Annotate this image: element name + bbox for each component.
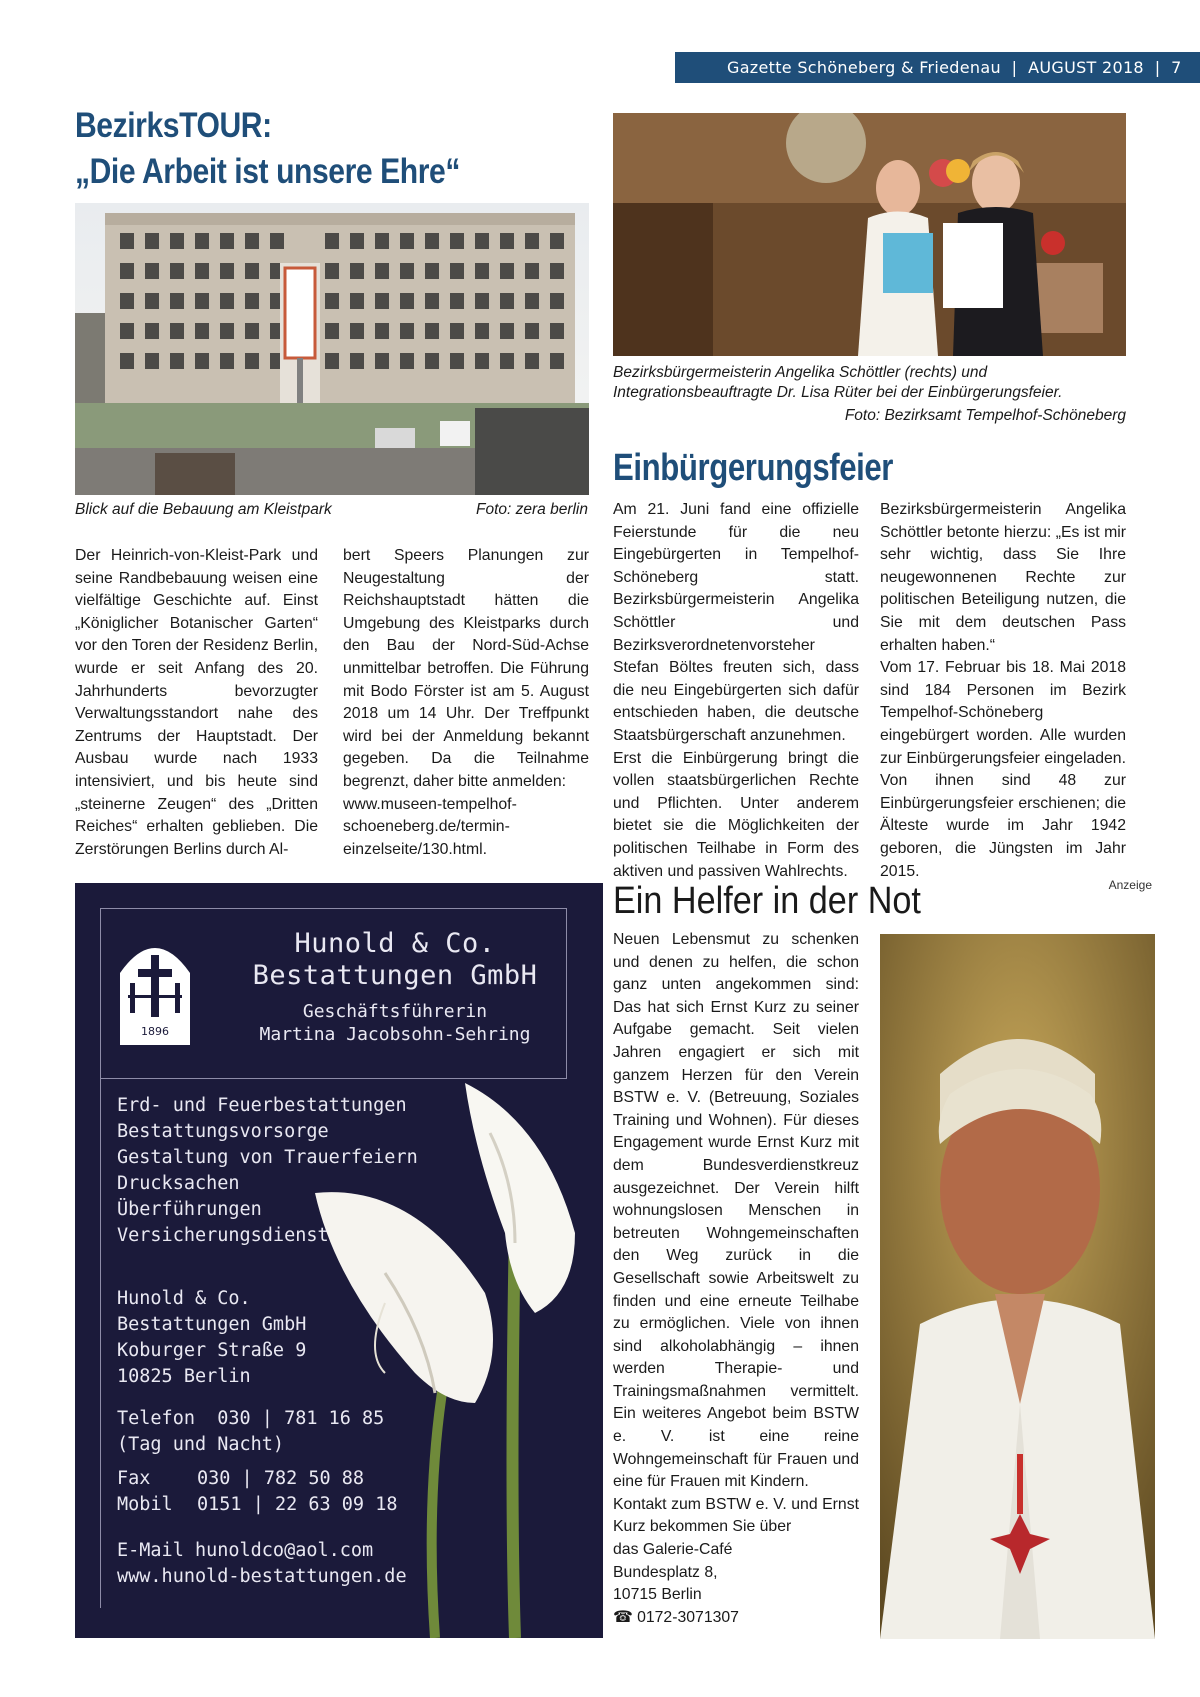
ad-service-item: Überführungen (117, 1199, 262, 1220)
header-text: Gazette Schöneberg & Friedenau | AUGUST 2018 | 7 (727, 58, 1182, 77)
ad-telephone (117, 1406, 384, 1458)
ad-frame-left (100, 1078, 101, 1608)
article2-col2-para-1: Bezirksbürgermeisterin Angelika Schöttler betonte hierzu: „Es ist mir sehr wichtig, dass Sie Ihre neugewonnenen Rechte zur politischen Beteiligung nutzen, die Sie mit dem deutschen Pass erhalten haben.“ (880, 501, 1126, 654)
article2-headline: Einbürgerungsfeier (613, 447, 894, 489)
ad-service-item: Bestattungsvorsorge (117, 1121, 329, 1142)
hunold-advertisement (75, 883, 603, 1638)
kleistpark-photo (75, 203, 589, 495)
kicker-line-2: „Die Arbeit ist unsere Ehre“ (75, 152, 460, 191)
ad-service-item: Versicherungsdienst (117, 1225, 329, 1246)
ad-fax-mobile (117, 1466, 397, 1518)
ceremony-photo (613, 113, 1126, 356)
ad-mobile-number[interactable]: 0151 | 22 63 09 18 (197, 1494, 398, 1515)
article2-col1-para-1: Am 21. Juni fand eine offizielle Feierstunde für die neu Eingebürgerten in Tempelhof-Schöneberg statt. Bezirksbürgermeisterin Angelika Schöttler und Bezirksverordnetenvorsteher Stefan Böltes freuten sich, dass die neu Eingebürgerten sich dafür entschieden haben, die deutsche Staatsbürgerschaft anzunehmen. (613, 501, 859, 744)
ad-service-item: Erd- und Feuerbestattungen (117, 1095, 407, 1116)
photo1-credit: Foto: zera berlin (476, 501, 588, 518)
article-kicker (75, 103, 460, 195)
article3-addr-3: 10715 Berlin (613, 1586, 702, 1604)
ad-manager-title: Geschäftsführerin (302, 1001, 488, 1022)
ad-address-line: Koburger Straße 9 (117, 1340, 307, 1361)
ad-fax-number: 030 | 782 50 88 (197, 1468, 365, 1489)
article1-col1-text: Der Heinrich-von-Kleist-Park und seine Randbebauung weisen eine vielfältige Geschichte auf. Einst „Königlicher Botanischer Garten“ vor den Toren der Residenz Berlin, wurde er seit Anfang des 20. Jahrhunderts bevorzugter Verwaltungsstandort nahe des Zentrums der Hauptstadt. Der Ausbau wurde nach 1933 intensiviert, und bis heute sind „steinerne Zeugen“ des „Dritten Reiches“ erhalten geblieben. Die Zerstörungen Berlins durch Al- (75, 547, 318, 858)
ad-website-link[interactable]: www.hunold-bestattungen.de (117, 1566, 407, 1587)
article2-col1 (613, 499, 859, 883)
article2-col2-para-2: Vom 17. Februar bis 18. Mai 2018 sind 184 Personen im Bezirk Tempelhof-Schöneberg eingebürgert worden. Alle wurden zur Einbürgerungsfeier eingeladen. Von ihnen sind 48 zur Einbürgerungsfeier erschienen; die Älteste wurde im Jahr 1942 geboren, die Jüngsten im Jahr 2015. (880, 659, 1126, 880)
article3-addr-2: Bundesplatz 8, (613, 1563, 718, 1581)
photo2-credit: Foto: Bezirksamt Tempelhof-Schöneberg (844, 407, 1126, 424)
article1-col1 (75, 545, 318, 861)
photo2-caption (613, 363, 1126, 403)
ad-services (117, 1093, 418, 1249)
page-header (675, 52, 1200, 83)
photo2-caption-line-2: Integrationsbeauftragte Dr. Lisa Rüter bei der Einbürgerungsfeier. (613, 384, 1063, 401)
ad-firm-line-2: Bestattungen GmbH (252, 960, 538, 991)
article3-body (613, 929, 859, 1629)
article1-col2 (343, 545, 589, 861)
ad-email-link[interactable]: E-Mail hunoldco@aol.com (117, 1540, 374, 1561)
ad-service-item: Gestaltung von Trauerfeiern (117, 1147, 418, 1168)
ad-firm-line-1: Hunold & Co. (294, 928, 496, 959)
kicker-line-1: BezirksTOUR: (75, 106, 272, 145)
ad-label: Anzeige (1108, 878, 1152, 892)
article2-col1-para-2: Erst die Einbürgerung bringt die vollen staatsbürgerlichen Rechte und Pflichten. Unter anderem bietet sie die Möglichkeiten der politischen Teilhabe in Form des aktiven und passiven Wahlrechts. (613, 749, 859, 880)
article1-url-3[interactable]: einzelseite/130.html. (343, 840, 488, 858)
ad-address-line: Bestattungen GmbH (117, 1314, 307, 1335)
logo-year: 1896 (141, 1025, 169, 1038)
article2-col2 (880, 499, 1126, 883)
article3-headline: Ein Helfer in der Not (613, 880, 921, 922)
ernst-kurz-portrait (880, 934, 1155, 1639)
ad-service-item: Drucksachen (117, 1173, 240, 1194)
article1-url-1[interactable]: www.museen-tempelhof- (343, 795, 517, 813)
photo2-caption-line-1: Bezirksbürgermeisterin Angelika Schöttler (rechts) und (613, 364, 988, 381)
ad-telephone-number[interactable]: Telefon 030 | 781 16 85 (117, 1408, 385, 1429)
article1-url-2[interactable]: schoeneberg.de/termin- (343, 818, 510, 836)
ad-address-line: Hunold & Co. (117, 1288, 251, 1309)
article3-phone: ☎ 0172-3071307 (613, 1608, 739, 1626)
ad-mobile-label: Mobil (117, 1494, 173, 1515)
ad-manager-name: Martina Jacobsohn-Sehring (259, 1024, 531, 1045)
ad-telephone-note: (Tag und Nacht) (117, 1434, 285, 1455)
article1-col2-text: bert Speers Planungen zur Neugestaltung der Reichshauptstadt hätten die Umgebung des Kleistparks durch den Bau der Nord-Süd-Achse unmittelbar betroffen. Die Führung mit Bodo Förster ist am 5. August 2018 um 14 Uhr. Der Treffpunkt wird bei der Anmeldung bekannt gegeben. Da die Teilnahme begrenzt, daher bitte anmelden: (343, 547, 589, 790)
article3-addr-1: das Galerie-Café (613, 1541, 733, 1559)
ad-address-line: 10825 Berlin (117, 1366, 251, 1387)
article3-body-text: Neuen Lebensmut zu schenken und denen zu helfen, die schon ganz unten angekommen sind: Das hat sich Ernst Kurz zu seiner Aufgabe gemacht. Seit vielen Jahren engagiert er sich mit ganzem Herzen für den Verein BSTW e. V. (Betreuung, Soziales Training und Wohnen). Für dieses Engagement wurde Ernst Kurz mit dem Bundesverdienstkreuz ausgezeichnet. Der Verein hilft wohnungslosen Menschen in betreuten Wohngemeinschaften den Weg zurück in die Gesellschaft sowie Arbeitswelt zu finden und eine erneute Teilhabe zu ermöglichen. Viele von ihnen sind alkoholabhängig – ihnen werden Therapie- und Trainingsmaßnahmen vermittelt. Ein weiteres Angebot beim BSTW e. V. ist eine reine Wohngemeinschaft für Frauen und eine für Frauen mit Kindern. (613, 931, 859, 1491)
ad-address (117, 1286, 306, 1390)
ad-fax-label: Fax (117, 1468, 151, 1489)
photo1-caption: Blick auf die Bebauung am Kleistpark (75, 501, 332, 518)
ad-firm-name (235, 928, 555, 992)
ad-manager (235, 1000, 555, 1046)
article3-contact: Kontakt zum BSTW e. V. und Ernst Kurz bekommen Sie über (613, 1495, 859, 1536)
ad-contact-online (117, 1538, 407, 1590)
chapel-cross-logo (120, 933, 190, 1045)
